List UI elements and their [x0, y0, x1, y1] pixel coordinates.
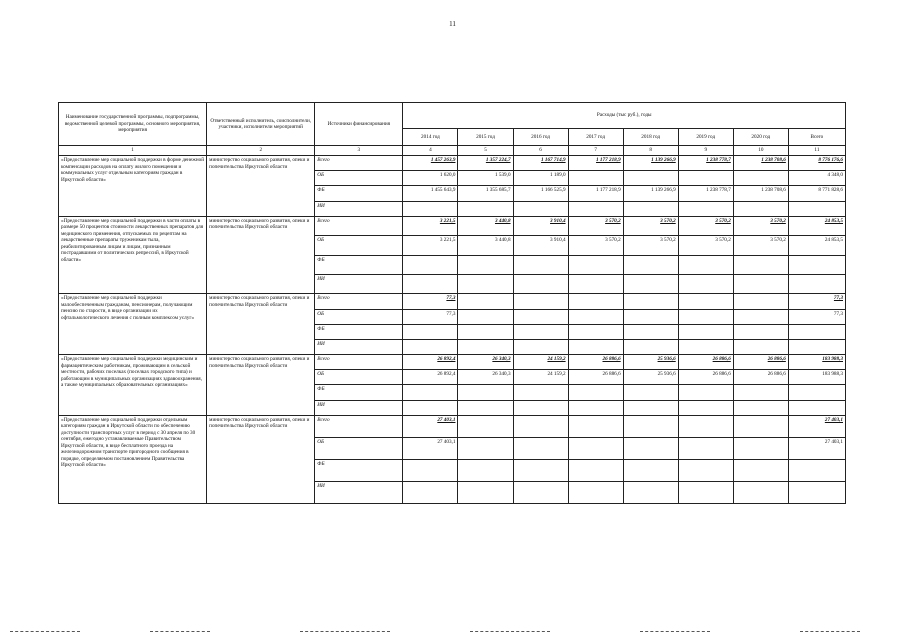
amount-cell [403, 481, 458, 503]
amount-cell [678, 324, 733, 339]
amount-cell [513, 437, 568, 459]
amount-cell: 1 457 263,9 [403, 156, 458, 171]
funding-source: ОБ [315, 437, 403, 459]
amount-cell: 26 886,6 [678, 370, 733, 385]
amount-cell [513, 400, 568, 415]
amount-total: 4 348,0 [788, 171, 845, 186]
executor-name: министерство социального развития, опеки и попечительства Иркутской области [207, 415, 315, 503]
amount-cell: 1 189,0 [513, 171, 568, 186]
amount-cell [678, 400, 733, 415]
executor-name: министерство социального развития, опеки и попечительства Иркутской области [207, 216, 315, 294]
amount-cell [458, 459, 513, 481]
amount-cell [513, 201, 568, 216]
funding-source: ФБ [315, 324, 403, 339]
header-year: 2020 год [733, 129, 788, 146]
amount-total [788, 255, 845, 274]
funding-source: ОБ [315, 309, 403, 324]
amount-cell: 77,3 [403, 294, 458, 309]
amount-total [788, 400, 845, 415]
amount-cell [513, 255, 568, 274]
header-year: 2019 год [678, 129, 733, 146]
amount-cell: 3 570,2 [678, 236, 733, 255]
amount-cell [458, 339, 513, 354]
amount-total: 77,3 [788, 309, 845, 324]
header-year: 2015 год [458, 129, 513, 146]
amount-cell: 3 570,2 [678, 216, 733, 235]
amount-total: 27 403,1 [788, 437, 845, 459]
header-year: 2017 год [568, 129, 623, 146]
amount-cell [568, 274, 623, 293]
amount-cell: 3 570,2 [568, 236, 623, 255]
funding-source: Всего [315, 355, 403, 370]
amount-cell [403, 324, 458, 339]
page-number: 11 [449, 20, 456, 28]
funding-source: ФБ [315, 255, 403, 274]
amount-cell [733, 481, 788, 503]
amount-cell [458, 481, 513, 503]
header-executor: Ответственный исполнитель, соисполнители, участники, исполнители мероприятий [207, 103, 315, 146]
program-name: «Предоставление мер социальной поддержки отдельным категориям граждан в Иркутской области по обеспечению доступности транспортных услуг в период с 30 апреля по 30 сентября, ежегодно устанавливаемые Правительством Иркутской области, в виде бесплатного проезда на железнодорожном транспорте пригородного сообщения в порядке, определяемом постановлением Правительства Иркутской области» [59, 415, 207, 503]
amount-cell: 1 539,0 [458, 171, 513, 186]
amount-cell [623, 201, 678, 216]
amount-cell [458, 255, 513, 274]
amount-cell [733, 324, 788, 339]
amount-total [788, 459, 845, 481]
amount-cell [678, 201, 733, 216]
table-row [59, 415, 846, 437]
table-row [59, 294, 846, 309]
amount-total [788, 481, 845, 503]
table-row [59, 355, 846, 370]
amount-cell [513, 385, 568, 400]
amount-total: 24 853,5 [788, 236, 845, 255]
program-name: «Предоставление мер социальной поддержки в части оплаты в размере 50 процентов стоимости лекарственных препаратов для медицинского применения, отпускаемых по рецептам на лекарственные препараты труженикам тыла, реабилитированным лицам и лицам, признанным пострадавшими от политических репрессий, в Иркутской области» [59, 216, 207, 294]
column-index: 2 [207, 146, 315, 156]
amount-cell [403, 459, 458, 481]
amount-cell [678, 274, 733, 293]
budget-table-body [59, 156, 846, 504]
amount-cell: 1 620,0 [403, 171, 458, 186]
amount-cell [513, 274, 568, 293]
amount-cell [678, 255, 733, 274]
amount-cell [568, 255, 623, 274]
amount-cell [678, 437, 733, 459]
amount-cell [403, 201, 458, 216]
amount-cell [678, 459, 733, 481]
amount-cell [733, 459, 788, 481]
amount-cell [403, 400, 458, 415]
amount-cell [513, 481, 568, 503]
amount-cell: 3 440,8 [458, 216, 513, 235]
amount-cell: 3 221,5 [403, 236, 458, 255]
amount-cell [623, 309, 678, 324]
funding-source: Всего [315, 415, 403, 437]
amount-cell [733, 201, 788, 216]
amount-cell [733, 309, 788, 324]
amount-cell: 1 455 643,9 [403, 186, 458, 201]
funding-source: ИИ [315, 400, 403, 415]
amount-cell [678, 309, 733, 324]
amount-cell [458, 415, 513, 437]
executor-name: министерство социального развития, опеки и попечительства Иркутской области [207, 294, 315, 355]
amount-cell [513, 339, 568, 354]
funding-source: ОБ [315, 370, 403, 385]
header-year: 2018 год [623, 129, 678, 146]
amount-cell: 3 910,4 [513, 216, 568, 235]
amount-total [788, 385, 845, 400]
column-index-row [59, 146, 846, 156]
amount-cell [733, 339, 788, 354]
funding-source: ИИ [315, 274, 403, 293]
header-expenses: Расходы (тыс руб.), годы [403, 103, 846, 129]
program-name: «Предоставление мер социальной поддержки медицинским и фармацевтическим работникам, проживающим в сельской местности, рабочих поселках (поселках городского типа) и работающим в муниципальных организациях здравоохранения, а также муниципальных образовательных организациях» [59, 355, 207, 416]
amount-cell [623, 481, 678, 503]
amount-cell: 3 570,2 [623, 236, 678, 255]
amount-cell [623, 459, 678, 481]
amount-cell [623, 415, 678, 437]
amount-cell: 26 340,3 [458, 370, 513, 385]
amount-cell: 27 403,1 [403, 415, 458, 437]
column-index: 7 [568, 146, 623, 156]
amount-cell [733, 415, 788, 437]
funding-source: ИИ [315, 201, 403, 216]
amount-cell [678, 415, 733, 437]
amount-cell [568, 437, 623, 459]
amount-cell [513, 324, 568, 339]
column-index: 10 [733, 146, 788, 156]
amount-cell [733, 385, 788, 400]
amount-cell [403, 255, 458, 274]
amount-cell: 26 886,6 [678, 355, 733, 370]
amount-total [788, 201, 845, 216]
funding-source: ИИ [315, 339, 403, 354]
funding-source: ОБ [315, 236, 403, 255]
amount-cell [678, 481, 733, 503]
amount-cell: 26 886,6 [733, 370, 788, 385]
header-total: Всего [788, 129, 845, 146]
amount-cell: 1 177 218,9 [568, 156, 623, 171]
program-name: «Предоставление мер социальной поддержки в форме денежной компенсации расходов на оплату жилого помещения и коммунальных услуг отдельным категориям граждан в Иркутской области» [59, 156, 207, 217]
amount-cell [403, 385, 458, 400]
amount-cell: 3 440,8 [458, 236, 513, 255]
amount-cell [733, 171, 788, 186]
amount-cell [623, 255, 678, 274]
amount-cell [623, 437, 678, 459]
amount-cell [733, 400, 788, 415]
amount-cell [678, 385, 733, 400]
amount-total: 8 771 828,6 [788, 186, 845, 201]
header-source: Источники финансирования [315, 103, 403, 146]
amount-cell: 26 892,4 [403, 370, 458, 385]
amount-cell: 1 166 525,9 [513, 186, 568, 201]
amount-cell: 27 403,1 [403, 437, 458, 459]
funding-source: Всего [315, 216, 403, 235]
amount-cell [623, 324, 678, 339]
amount-cell [678, 171, 733, 186]
amount-cell [458, 400, 513, 415]
amount-cell [458, 294, 513, 309]
amount-cell [458, 201, 513, 216]
amount-cell [513, 309, 568, 324]
executor-name: министерство социального развития, опеки и попечительства Иркутской области [207, 355, 315, 416]
amount-cell: 1 357 224,7 [458, 156, 513, 171]
amount-cell [678, 339, 733, 354]
amount-cell: 26 886,6 [733, 355, 788, 370]
amount-cell [568, 171, 623, 186]
amount-total: 77,3 [788, 294, 845, 309]
column-index: 4 [403, 146, 458, 156]
header-year: 2014 год [403, 129, 458, 146]
amount-cell [623, 400, 678, 415]
amount-cell: 26 886,6 [568, 370, 623, 385]
amount-cell: 25 936,6 [623, 355, 678, 370]
amount-cell: 3 570,2 [733, 236, 788, 255]
amount-cell [623, 385, 678, 400]
funding-source: ФБ [315, 385, 403, 400]
column-index: 1 [59, 146, 207, 156]
amount-cell [568, 339, 623, 354]
amount-cell [568, 415, 623, 437]
column-index: 9 [678, 146, 733, 156]
funding-source: ФБ [315, 459, 403, 481]
amount-cell: 3 221,5 [403, 216, 458, 235]
amount-cell: 1 238 708,6 [733, 156, 788, 171]
funding-source: Всего [315, 156, 403, 171]
amount-cell [568, 481, 623, 503]
amount-cell [568, 459, 623, 481]
amount-cell: 1 355 685,7 [458, 186, 513, 201]
amount-cell: 1 238 778,7 [678, 186, 733, 201]
column-index: 11 [788, 146, 845, 156]
header-row [59, 103, 846, 129]
amount-cell [513, 294, 568, 309]
amount-total: 183 988,3 [788, 370, 845, 385]
column-index: 5 [458, 146, 513, 156]
amount-cell [733, 437, 788, 459]
amount-cell [403, 274, 458, 293]
amount-cell [568, 400, 623, 415]
amount-cell: 1 167 714,9 [513, 156, 568, 171]
amount-cell: 26 340,3 [458, 355, 513, 370]
amount-cell: 1 139 266,9 [623, 186, 678, 201]
funding-source: ИИ [315, 481, 403, 503]
column-index: 6 [513, 146, 568, 156]
amount-cell [678, 294, 733, 309]
amount-cell: 25 936,6 [623, 370, 678, 385]
amount-cell [513, 415, 568, 437]
amount-cell: 1 177 218,9 [568, 186, 623, 201]
header-year: 2016 год [513, 129, 568, 146]
amount-cell [513, 459, 568, 481]
amount-cell [623, 171, 678, 186]
column-index: 8 [623, 146, 678, 156]
amount-cell [733, 274, 788, 293]
header-program: Наименование государственной программы, подпрограммы, ведомственной целевой программы, основного мероприятия, мероприятия [59, 103, 207, 146]
table-row [59, 156, 846, 171]
amount-cell [568, 309, 623, 324]
amount-cell: 24 159,2 [513, 355, 568, 370]
amount-cell [733, 294, 788, 309]
amount-cell: 1 238 778,7 [678, 156, 733, 171]
table-row [59, 216, 846, 235]
amount-total [788, 274, 845, 293]
amount-cell [403, 339, 458, 354]
amount-cell [568, 324, 623, 339]
budget-sheet [58, 102, 846, 504]
amount-cell: 3 910,4 [513, 236, 568, 255]
amount-cell: 3 570,2 [733, 216, 788, 235]
amount-cell [458, 274, 513, 293]
amount-cell: 1 238 708,6 [733, 186, 788, 201]
amount-total: 8 776 176,6 [788, 156, 845, 171]
amount-cell: 24 159,2 [513, 370, 568, 385]
amount-cell [623, 294, 678, 309]
amount-cell [458, 309, 513, 324]
amount-cell [458, 324, 513, 339]
program-name: «Предоставление мер социальной поддержки малообеспеченным гражданам, пенсионерам, получающим пенсию по старости, в виде организации их офтальмологического лечения с полным комплексом услуг» [59, 294, 207, 355]
amount-cell: 1 139 266,9 [623, 156, 678, 171]
amount-cell [458, 437, 513, 459]
amount-cell [623, 274, 678, 293]
amount-cell [568, 294, 623, 309]
amount-cell: 3 570,2 [568, 216, 623, 235]
amount-cell [458, 385, 513, 400]
amount-cell [568, 201, 623, 216]
amount-cell [733, 255, 788, 274]
amount-total: 183 988,3 [788, 355, 845, 370]
executor-name: министерство социального развития, опеки и попечительства Иркутской области [207, 156, 315, 217]
amount-cell [623, 339, 678, 354]
funding-source: Всего [315, 294, 403, 309]
funding-source: ОБ [315, 171, 403, 186]
funding-source: ФБ [315, 186, 403, 201]
amount-cell: 77,3 [403, 309, 458, 324]
amount-total [788, 324, 845, 339]
amount-total: 24 853,5 [788, 216, 845, 235]
scan-bottom-edge [0, 630, 905, 634]
column-index: 3 [315, 146, 403, 156]
amount-total: 27 403,1 [788, 415, 845, 437]
amount-total [788, 339, 845, 354]
amount-cell [568, 385, 623, 400]
amount-cell: 26 892,4 [403, 355, 458, 370]
amount-cell: 3 570,2 [623, 216, 678, 235]
amount-cell: 26 886,6 [568, 355, 623, 370]
budget-table [58, 102, 846, 504]
